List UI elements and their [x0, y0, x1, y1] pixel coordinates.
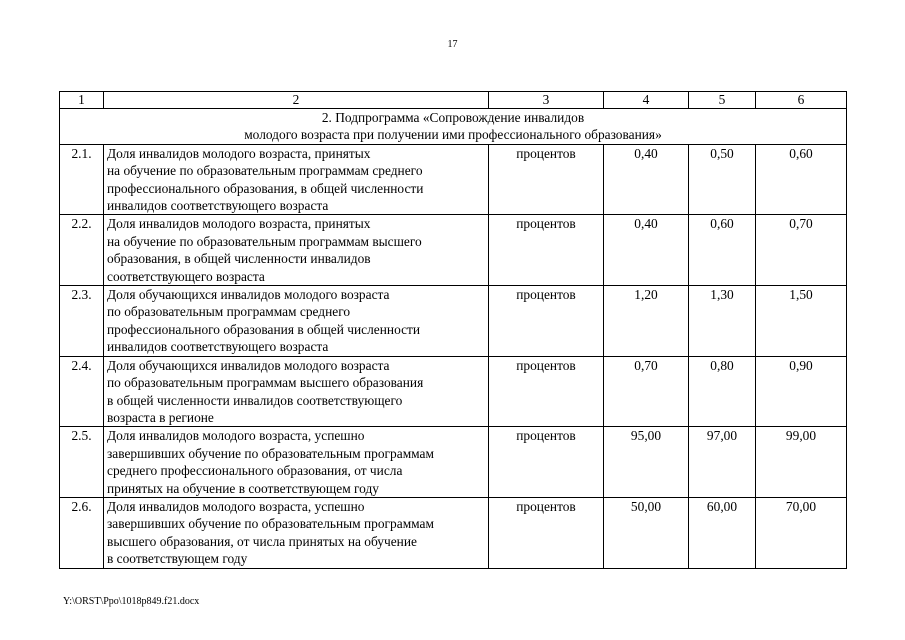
column-header-6: 6: [756, 92, 847, 109]
column-number-row: [60, 92, 847, 109]
indicator-line: профессионального образования, в общей численности: [107, 180, 424, 196]
section-title-line-2: молодого возраста при получении ими профессионального образования»: [244, 127, 662, 143]
indicator-line: на обучение по образовательным программам высшего: [107, 233, 422, 249]
table-row: [60, 215, 847, 286]
indicator-line: Доля обучающихся инвалидов молодого возраста: [107, 357, 390, 373]
row-number: 2.6.: [60, 497, 104, 568]
row-number: 2.4.: [60, 356, 104, 427]
row-number: 2.2.: [60, 215, 104, 286]
table-row: [60, 356, 847, 427]
row-number: 2.5.: [60, 427, 104, 498]
unit-cell: процентов: [489, 356, 604, 427]
indicator-line: в общей численности инвалидов соответствующего: [107, 392, 403, 408]
indicator-line: инвалидов соответствующего возраста: [107, 198, 329, 214]
indicator-line: завершивших обучение по образовательным программам: [107, 516, 434, 532]
value-col-5: 60,00: [689, 497, 756, 568]
section-title-row: [60, 109, 847, 145]
indicator-name: [104, 497, 489, 568]
column-header-5: 5: [689, 92, 756, 109]
value-col-6: 99,00: [756, 427, 847, 498]
indicator-line: принятых на обучение в соответствующем году: [107, 480, 379, 496]
indicator-name: [104, 286, 489, 357]
value-col-4: 0,70: [604, 356, 689, 427]
table-row: [60, 427, 847, 498]
value-col-6: 0,90: [756, 356, 847, 427]
unit-cell: процентов: [489, 215, 604, 286]
value-col-5: 0,60: [689, 215, 756, 286]
indicator-line: Доля инвалидов молодого возраста, принятых: [107, 216, 371, 232]
section-title-line-1: 2. Подпрограмма «Сопровождение инвалидов: [321, 110, 585, 125]
row-number: 2.1.: [60, 144, 104, 215]
indicator-line: профессионального образования в общей численности: [107, 321, 421, 337]
value-col-4: 95,00: [604, 427, 689, 498]
table-row: [60, 286, 847, 357]
row-number: 2.3.: [60, 286, 104, 357]
indicator-line: в соответствующем году: [107, 551, 248, 567]
table-row: [60, 144, 847, 215]
table-row: [60, 497, 847, 568]
value-col-5: 97,00: [689, 427, 756, 498]
indicator-name: [104, 356, 489, 427]
indicator-line: среднего профессионального образования, от числа: [107, 463, 403, 479]
indicator-line: высшего образования, от числа принятых на обучение: [107, 533, 417, 549]
unit-cell: процентов: [489, 497, 604, 568]
indicator-line: Доля инвалидов молодого возраста, принятых: [107, 145, 371, 161]
page-number: 17: [447, 39, 458, 50]
column-header-1: 1: [60, 92, 104, 109]
indicator-line: инвалидов соответствующего возраста: [107, 339, 329, 355]
unit-cell: процентов: [489, 427, 604, 498]
indicator-line: образования, в общей численности инвалидов: [107, 251, 371, 267]
indicator-line: Доля обучающихся инвалидов молодого возраста: [107, 287, 390, 303]
column-header-4: 4: [604, 92, 689, 109]
value-col-6: 70,00: [756, 497, 847, 568]
indicator-line: по образовательным программам высшего образования: [107, 375, 424, 391]
unit-cell: процентов: [489, 144, 604, 215]
indicator-name: [104, 215, 489, 286]
value-col-6: 0,70: [756, 215, 847, 286]
indicator-name: [104, 144, 489, 215]
value-col-5: 0,50: [689, 144, 756, 215]
indicator-name: [104, 427, 489, 498]
indicator-line: завершивших обучение по образовательным программам: [107, 445, 434, 461]
value-col-5: 1,30: [689, 286, 756, 357]
indicator-line: по образовательным программам среднего: [107, 304, 351, 320]
value-col-5: 0,80: [689, 356, 756, 427]
section-title: [60, 109, 847, 145]
column-header-2: 2: [104, 92, 489, 109]
indicator-line: на обучение по образовательным программам среднего: [107, 163, 423, 179]
file-path-footer: Y:\ORST\Ppo\1018p849.f21.docx: [63, 596, 200, 607]
unit-cell: процентов: [489, 286, 604, 357]
value-col-6: 1,50: [756, 286, 847, 357]
indicator-line: соответствующего возраста: [107, 268, 265, 284]
value-col-4: 1,20: [604, 286, 689, 357]
value-col-4: 50,00: [604, 497, 689, 568]
indicator-line: Доля инвалидов молодого возраста, успешно: [107, 498, 365, 514]
column-header-3: 3: [489, 92, 604, 109]
indicators-table: [59, 91, 847, 569]
value-col-4: 0,40: [604, 144, 689, 215]
indicator-line: Доля инвалидов молодого возраста, успешно: [107, 428, 365, 444]
value-col-6: 0,60: [756, 144, 847, 215]
value-col-4: 0,40: [604, 215, 689, 286]
indicator-line: возраста в регионе: [107, 409, 214, 425]
